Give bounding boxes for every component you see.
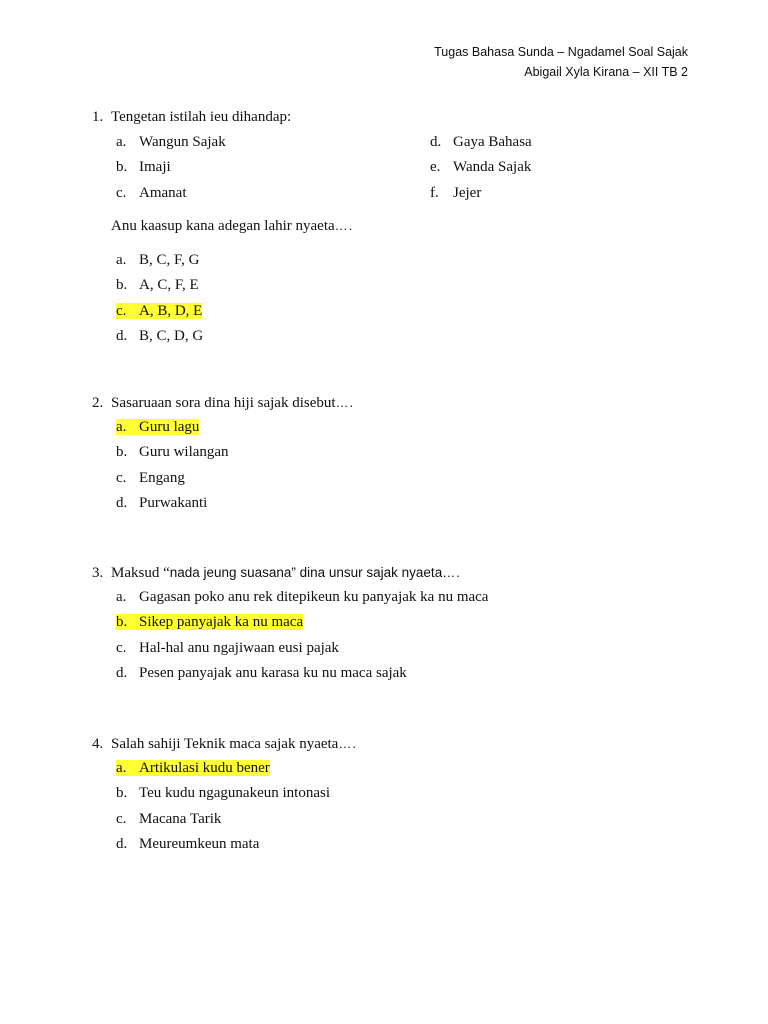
answer-option: a. B, C, F, G — [116, 252, 200, 268]
answer-option: d. Purwakanti — [116, 494, 208, 511]
document-header — [434, 42, 688, 82]
answer-option-highlighted — [92, 415, 712, 440]
term-item: c. Amanat — [116, 184, 187, 201]
question-number: 1. — [92, 109, 104, 125]
student-info: Abigail Xyla Kirana – XII TB 2 — [524, 65, 688, 79]
question-2 — [92, 390, 712, 516]
question-4 — [92, 731, 712, 857]
ellipsis: …. — [335, 395, 355, 410]
term-column-left — [92, 130, 226, 206]
question-number: 3. — [92, 565, 104, 581]
answer-option-highlighted — [92, 756, 712, 781]
question-text: Maksud “ — [111, 565, 170, 581]
answer-option: b. Teu kudu ngagunakeun intonasi — [116, 785, 330, 802]
answer-option: b. A, C, F, E — [116, 277, 199, 294]
answer-option: c. Macana Tarik — [116, 810, 222, 827]
answer-options — [92, 756, 712, 857]
term-item: d. Gaya Bahasa — [430, 134, 532, 150]
ellipsis: …. — [442, 565, 461, 580]
answer-highlight: b. Sikep panyajak ka nu maca — [116, 614, 304, 631]
answer-option-highlighted — [92, 610, 712, 635]
answer-option: d. B, C, D, G — [116, 327, 204, 344]
ellipsis: …. — [338, 736, 357, 751]
question-text: Tengetan istilah ieu dihandap: — [111, 109, 292, 125]
question-1-stem — [92, 105, 712, 130]
question-text: Salah sahiji Teknik maca sajak nyaeta — [111, 736, 339, 752]
term-item: b. Imaji — [116, 159, 171, 176]
answer-option: d. Meureumkeun mata — [116, 835, 260, 852]
term-item: e. Wanda Sajak — [430, 159, 532, 176]
question-text: Sasaruaan sora dina hiji sajak disebut — [111, 395, 336, 411]
question-number: 2. — [92, 395, 104, 411]
question-3 — [92, 560, 712, 686]
ellipsis: …. — [334, 218, 354, 233]
answer-options — [92, 415, 712, 516]
answer-option: c. Engang — [116, 469, 185, 486]
question-3-stem — [92, 560, 712, 585]
assignment-title: Tugas Bahasa Sunda – Ngadamel Soal Sajak — [434, 45, 688, 59]
question-number: 4. — [92, 736, 104, 752]
answer-option-highlighted — [92, 299, 712, 324]
term-column-right — [406, 130, 532, 206]
question-2-stem — [92, 390, 712, 415]
answer-highlight: c. A, B, D, E — [116, 302, 203, 319]
question-1 — [92, 105, 712, 349]
term-item: a. Wangun Sajak — [116, 134, 226, 150]
question-text-sans: nada jeung suasana” dina unsur sajak nyaeta — [169, 565, 443, 580]
question-1-subquestion: Anu kaasup kana adegan lahir nyaeta…. — [111, 218, 354, 234]
answer-option: d. Pesen panyajak anu karasa ku nu maca sajak — [116, 664, 407, 681]
answer-highlight: a. Artikulasi kudu bener — [116, 760, 270, 776]
answer-highlight: a. Guru lagu — [116, 419, 200, 435]
question-4-stem — [92, 731, 712, 756]
answer-option: a. Gagasan poko anu rek ditepikeun ku panyajak ka nu maca — [116, 589, 489, 605]
answer-options — [92, 585, 712, 686]
term-item: f. Jejer — [430, 184, 482, 201]
answer-option: b. Guru wilangan — [116, 444, 229, 461]
answer-option: c. Hal-hal anu ngajiwaan eusi pajak — [116, 639, 339, 656]
term-list — [92, 130, 712, 206]
answer-options — [92, 248, 712, 349]
